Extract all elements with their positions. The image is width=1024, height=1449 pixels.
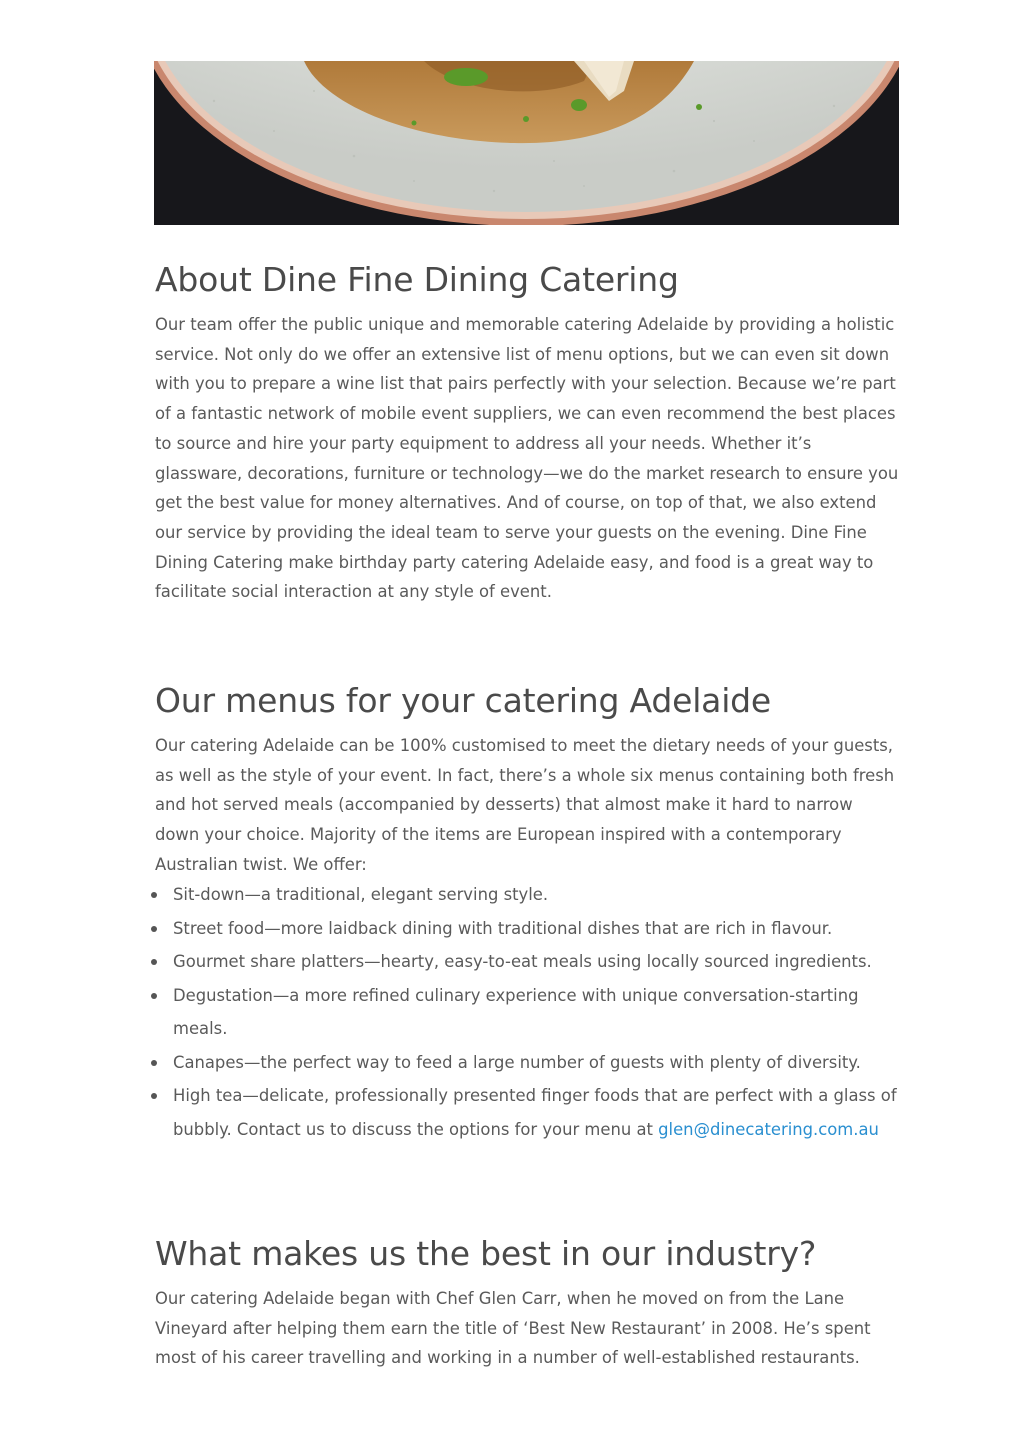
about-heading: About Dine Fine Dining Catering	[155, 260, 679, 299]
list-item: Street food—more laidback dining with traditional dishes that are rich in flavour.	[155, 912, 900, 946]
industry-paragraph: Our catering Adelaide began with Chef Glen Carr, when he moved on from the Lane Vineyard after helping them earn the title of ‘Best New Restaurant’ in 2008. He’s spent most of his career travelling and working in a number of well-established restaurants.	[155, 1289, 871, 1368]
plated-dish-illustration	[154, 61, 899, 225]
list-item: Canapes—the perfect way to feed a large number of guests with plenty of diversity.	[155, 1046, 900, 1080]
menus-heading: Our menus for your catering Adelaide	[155, 681, 772, 720]
menu-options-list	[155, 878, 900, 1146]
list-item: Gourmet share platters—hearty, easy-to-eat meals using locally sourced ingredients.	[155, 945, 900, 979]
email-link[interactable]: glen@dinecatering.com.au	[658, 1119, 879, 1139]
menus-paragraph: Our catering Adelaide can be 100% customised to meet the dietary needs of your guests, as well as the style of your event. In fact, there’s a whole six menus containing both fresh and hot served meals (accompanied by desserts) that almost make it hard to narrow down your choice. Majority of the items are European inspired with a contemporary Australian twist. We offer:	[155, 736, 895, 874]
list-item: Degustation—a more refined culinary experience with unique conversation-starting meals.	[155, 979, 900, 1046]
industry-heading: What makes us the best in our industry?	[155, 1234, 817, 1273]
hero-food-image	[154, 61, 899, 225]
about-paragraph: Our team offer the public unique and memorable catering Adelaide by providing a holistic service. Not only do we offer an extensive list of menu options, but we can even sit down with you to prepare a wine list that pairs perfectly with your selection. Because we’re part of a fantastic network of mobile event suppliers, we can even recommend the best places to source and hire your party equipment to address all your needs. Whether it’s glassware, decorations, furniture or technology—we do the market research to ensure you get the best value for money alternatives. And of course, on top of that, we also extend our service by providing the ideal team to serve your guests on the evening. Dine Fine Dining Catering make birthday party catering Adelaide easy, and food is a great way to facilitate social interaction at any style of event.	[155, 315, 899, 602]
list-item: High tea—delicate, professionally presented finger foods that are perfect with a glass of bubbly. Contact us to discuss the options for your menu at glen@dinecatering.com.au	[155, 1079, 900, 1146]
list-item: Sit-down—a traditional, elegant serving style.	[155, 878, 900, 912]
